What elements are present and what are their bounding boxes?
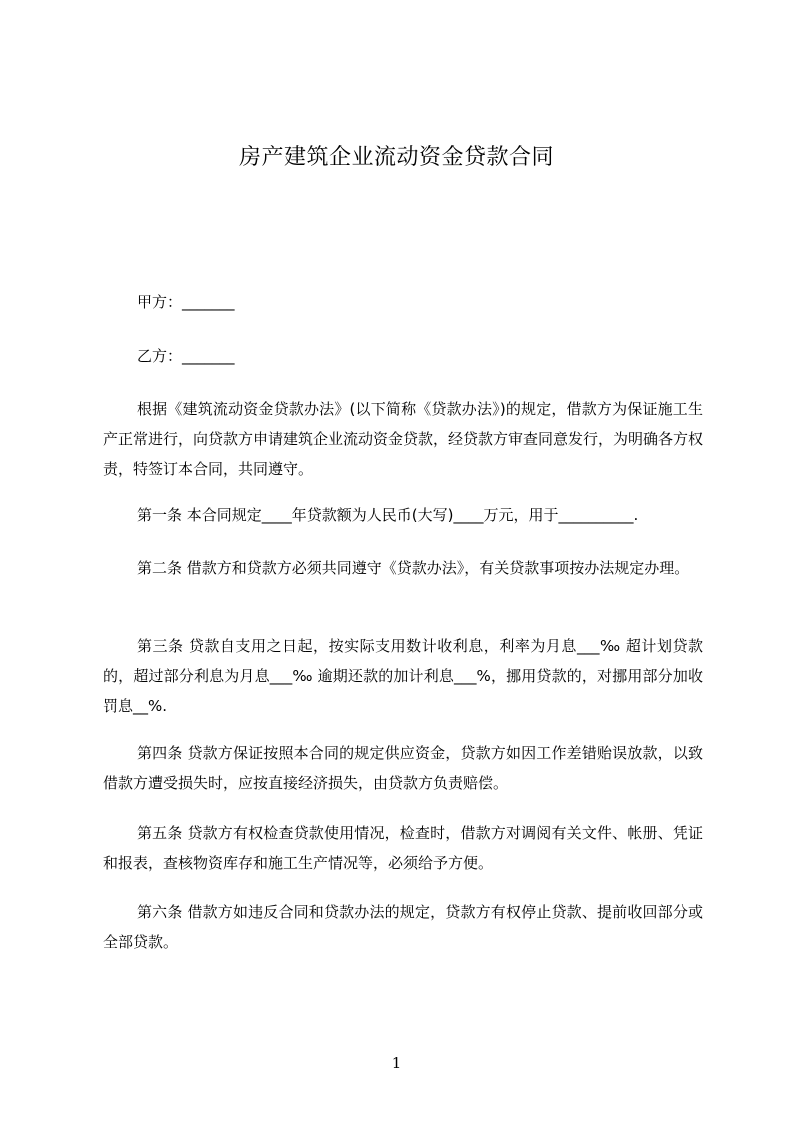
article-1-paragraph: 第一条 本合同规定____年贷款额为人民币(大写)____万元，用于__________. — [137, 506, 639, 524]
document-title: 房产建筑企业流动资金贷款合同 — [238, 145, 554, 170]
preamble-paragraph: 根据《建筑流动资金贷款办法》(以下简称《贷款办法》)的规定，借款方为保证施工生产正常进行，向贷款方申请建筑企业流动资金贷款，经贷款方审查同意发行，为明确各方权责，特签订本合同，共同遵守。 — [103, 400, 704, 478]
party-a-line: 甲方：_______ — [137, 293, 235, 311]
article-3-paragraph: 第三条 贷款自支用之日起，按实际支用数计收利息，利率为月息___‰ 超计划贷款的，超过部分利息为月息___‰ 逾期还款的加计利息___%，挪用贷款的，对挪用部分加收罚息__%. — [103, 637, 703, 715]
page-number: 1 — [391, 1054, 402, 1072]
article-2-paragraph: 第二条 借款方和贷款方必须共同遵守《贷款办法》，有关贷款事项按办法规定办理。 — [137, 559, 690, 577]
article-6-paragraph: 第六条 借款方如违反合同和贷款办法的规定，贷款方有权停止贷款、提前收回部分或全部贷款。 — [103, 903, 703, 951]
article-5-paragraph: 第五条 贷款方有权检查贷款使用情况，检查时，借款方对调阅有关文件、帐册、凭证和报表，查核物资库存和施工生产情况等，必须给予方便。 — [103, 824, 703, 872]
party-b-line: 乙方：_______ — [137, 347, 235, 365]
article-4-paragraph: 第四条 贷款方保证按照本合同的规定供应资金，贷款方如因工作差错贻误放款，以致借款方遭受损失时，应按直接经济损失，由贷款方负责赔偿。 — [103, 744, 703, 792]
